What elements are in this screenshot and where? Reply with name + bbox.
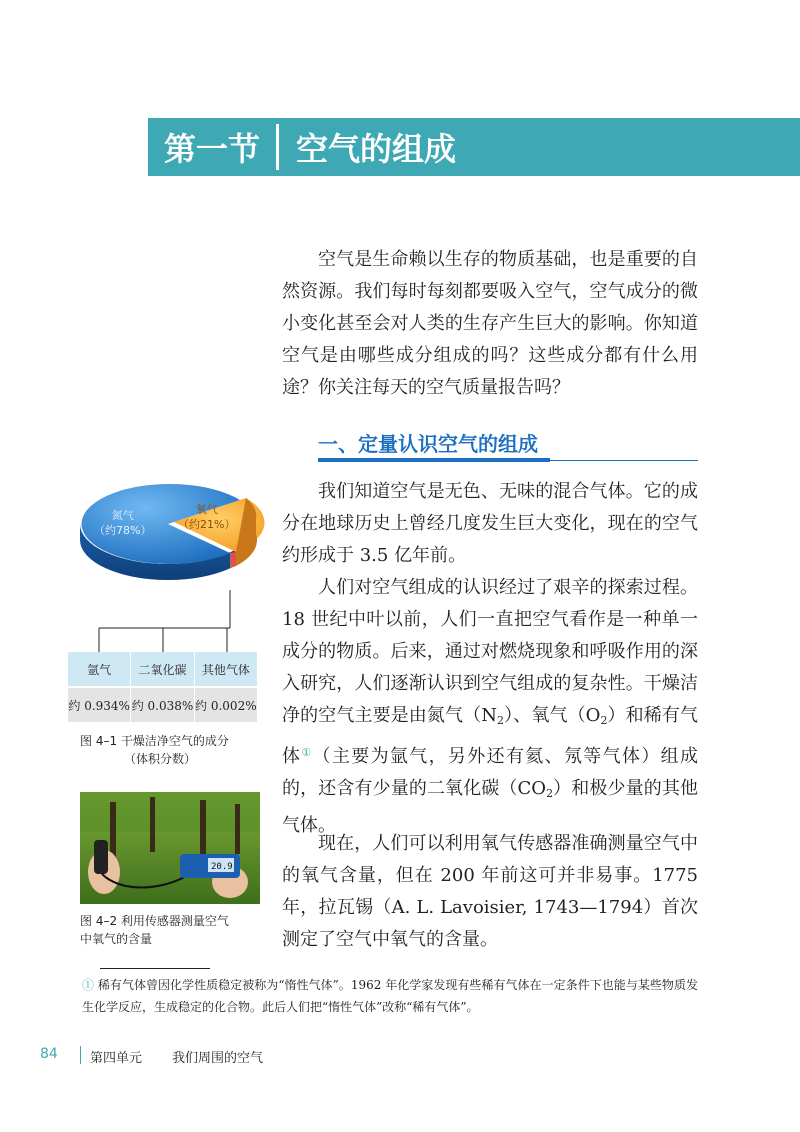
footer-divider bbox=[80, 1046, 81, 1064]
footnote-marker[interactable]: ① bbox=[301, 746, 313, 759]
table-header-cell: 二氧化碳 bbox=[131, 652, 193, 686]
figure-2-caption-line1: 图 4–2 利用传感器测量空气 bbox=[80, 914, 229, 928]
figure-1-caption-line1: 图 4–1 干燥洁净空气的成分 bbox=[80, 734, 229, 748]
section-banner bbox=[148, 118, 800, 176]
paragraph-3: 现在，人们可以利用氧气传感器准确测量空气中的氧气含量，但在 200 年前这可并非易事。1775 年，拉瓦锡（A. L. Lavoisier, 1743—1794）首次测定了空气中氧气的含量。 bbox=[282, 833, 698, 950]
p2-text-e: ）和极少量的其他气体。 bbox=[282, 778, 699, 836]
heading-underline bbox=[318, 458, 550, 462]
paragraph-2 bbox=[282, 572, 698, 842]
co2-subscript: 2 bbox=[546, 787, 554, 800]
heading-rule bbox=[550, 460, 698, 461]
trace-gas-table bbox=[68, 652, 258, 722]
figure-2-caption-line2: 中氧气的含量 bbox=[80, 932, 153, 946]
footnote bbox=[82, 974, 698, 1018]
section-heading-text: 一、定量认识空气的组成 bbox=[318, 432, 538, 456]
intro-paragraph: 空气是生命赖以生存的物质基础，也是重要的自然资源。我们每时每刻都要吸入空气，空气成分的微小变化甚至会对人类的生存产生巨大的影响。你知道空气是由哪些成分组成的吗？这些成分都有什么用途？你关注每天的空气质量报告吗？ bbox=[282, 249, 698, 398]
table-header-row bbox=[68, 652, 258, 686]
p2-text-a: 人们对空气组成的认识经过了艰辛的探索过程。18 世纪中叶以前，人们一直把空气看作是一种单一成分的物质。后来，通过对燃烧现象和呼吸作用的深入研究，人们逐渐认识到空气组成的复杂性。干燥洁净的空气主要是由氮气（N bbox=[282, 577, 698, 726]
table-row bbox=[68, 686, 258, 722]
nitrogen-label: 氮气 bbox=[111, 509, 134, 522]
table-cell: 约 0.002% bbox=[195, 688, 257, 722]
paragraph-1: 我们知道空气是无色、无味的混合气体。它的成分在地球历史上曾经几度发生巨大变化，现在的空气约形成于 3.5 亿年前。 bbox=[282, 481, 698, 566]
pie-graphic bbox=[70, 478, 270, 598]
table-header-cell: 其他气体 bbox=[195, 652, 257, 686]
figure-2-caption bbox=[80, 912, 270, 948]
figure-1-caption bbox=[80, 732, 270, 768]
sensor-reading: 20.9 bbox=[211, 862, 233, 872]
table-cell: 约 0.934% bbox=[68, 688, 130, 722]
table-header-cell: 氩气 bbox=[68, 652, 130, 686]
nitrogen-value: （约78%） bbox=[94, 524, 152, 537]
page-number: 84 bbox=[40, 1046, 58, 1062]
oxygen-value: （约21%） bbox=[178, 518, 236, 531]
footer-unit-title: 我们周围的空气 bbox=[172, 1051, 264, 1066]
section-heading bbox=[318, 428, 698, 466]
n2-subscript: 2 bbox=[497, 714, 504, 727]
pie-slice-other bbox=[230, 552, 236, 568]
section-title: 空气的组成 bbox=[296, 130, 457, 168]
p2-text-b: ）、氧气（O bbox=[504, 705, 601, 726]
o2-subscript: 2 bbox=[600, 714, 608, 727]
banner-divider bbox=[276, 124, 279, 170]
p2-text-c: ）和稀有气体 bbox=[282, 705, 699, 767]
p2-text-d: （主要为氩气，另外还有氦、氖等气体）组成的，还含有少量的二氧化碳（CO bbox=[282, 746, 698, 799]
table-cell: 约 0.038% bbox=[131, 688, 193, 722]
footnote-text: 稀有气体曾因化学性质稳定被称为“惰性气体”。1962 年化学家发现有些稀有气体在一定条件下也能与某些物质发生化学反应，生成稳定的化合物。此后人们把“惰性气体”改称“稀有气体”。 bbox=[82, 978, 698, 1014]
oxygen-label-group bbox=[178, 502, 235, 532]
air-composition-pie bbox=[70, 478, 270, 598]
footer-unit: 第四单元 bbox=[90, 1051, 143, 1066]
nitrogen-label-group bbox=[94, 508, 151, 538]
figure-1-caption-line2: （体积分数） bbox=[124, 752, 197, 766]
connector-lines bbox=[68, 590, 258, 652]
footnote-number: ① bbox=[82, 978, 95, 992]
sensor-photo bbox=[80, 792, 260, 904]
section-number: 第一节 bbox=[163, 130, 260, 168]
sensor-photo-graphic bbox=[80, 792, 260, 904]
oxygen-label: 氧气 bbox=[195, 503, 218, 516]
footnote-rule bbox=[100, 968, 210, 969]
